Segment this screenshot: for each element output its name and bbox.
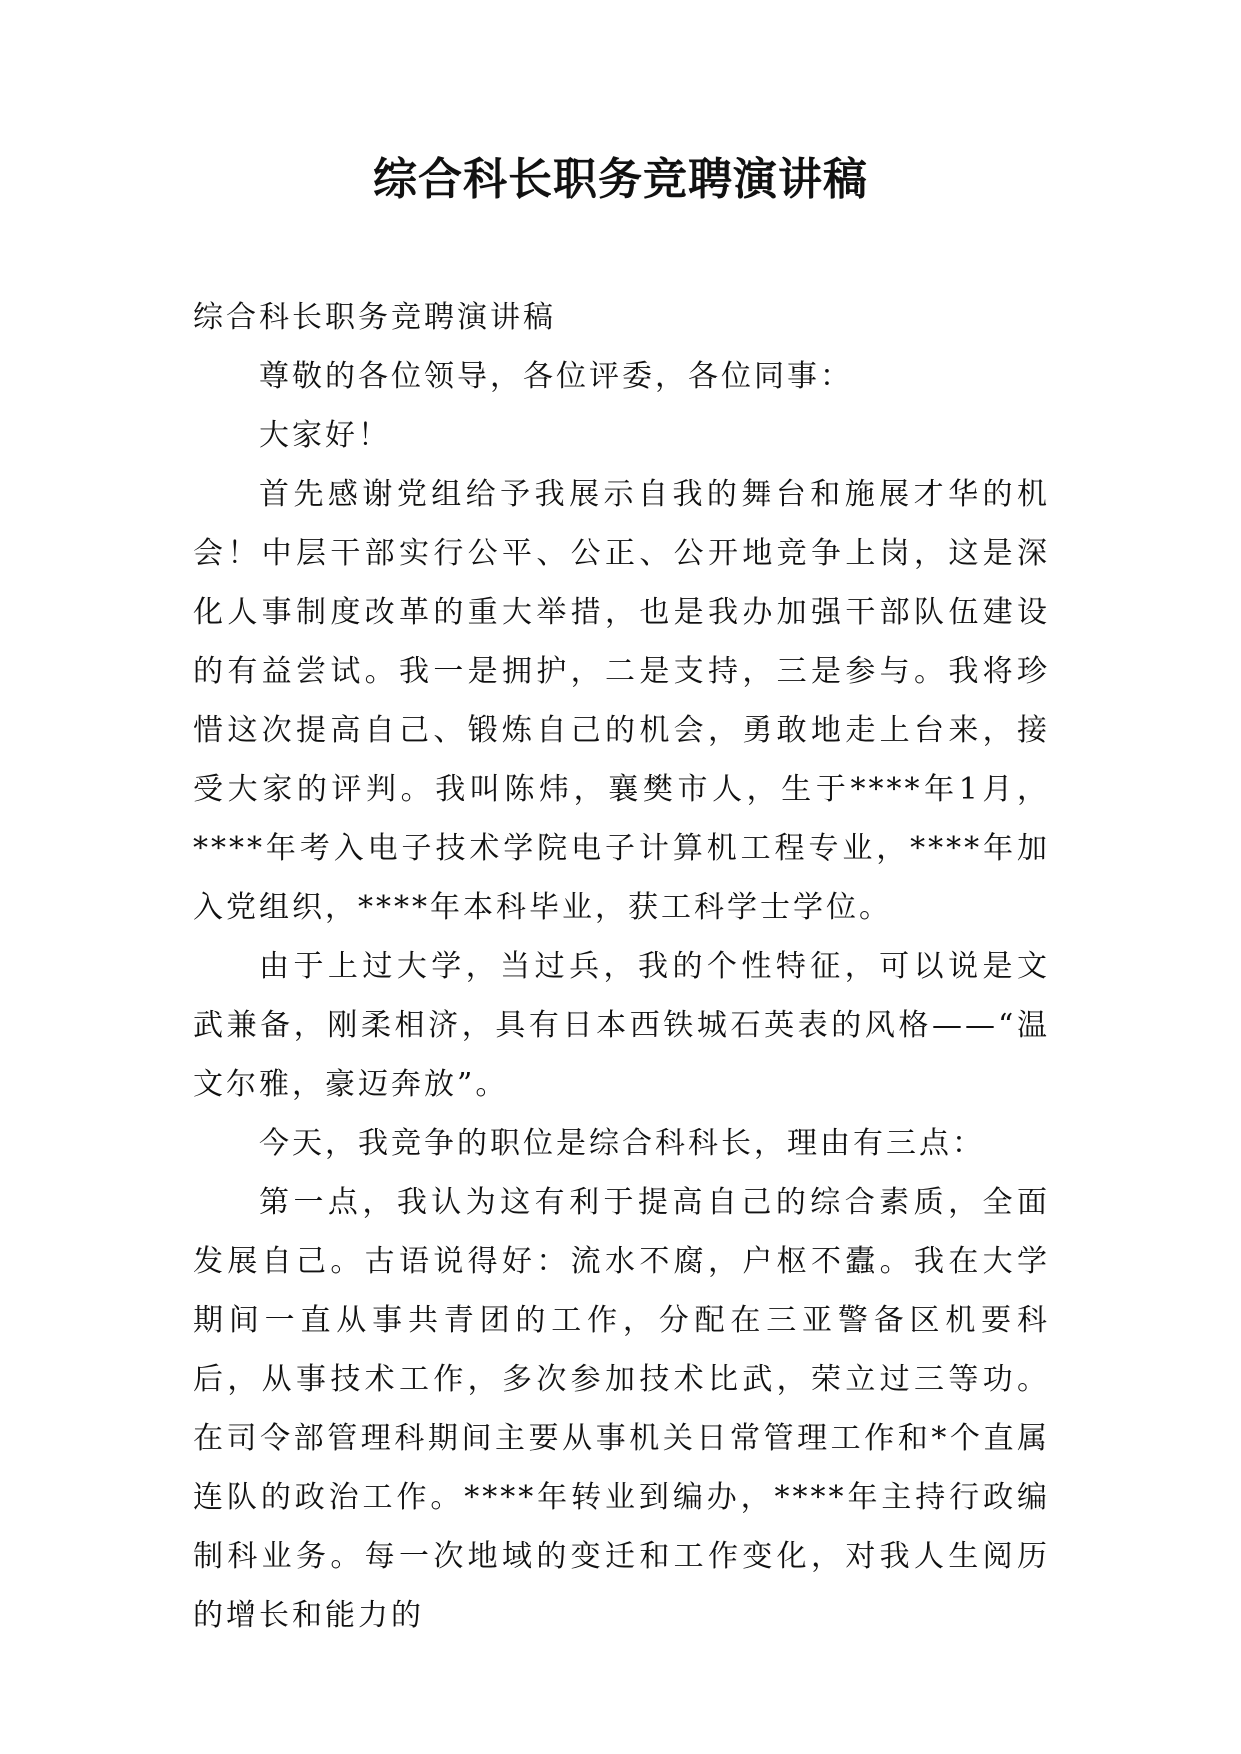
paragraph-personality: 由于上过大学，当过兵，我的个性特征，可以说是文武兼备，刚柔相济，具有日本西铁城石英表的风格——“温文尔雅，豪迈奔放”。 [193, 949, 1050, 1102]
document-body [193, 288, 1050, 1645]
paragraph-salutation: 尊敬的各位领导，各位评委，各位同事： [259, 359, 853, 394]
paragraph-heading: 综合科长职务竞聘演讲稿 [193, 300, 556, 335]
paragraph-introduction: 首先感谢党组给予我展示自我的舞台和施展才华的机会！中层干部实行公平、公正、公开地竞争上岗，这是深化人事制度改革的重大举措，也是我办加强干部队伍建设的有益尝试。我一是拥护，二是支持，三是参与。我将珍惜这次提高自己、锻炼自己的机会，勇敢地走上台来，接受大家的评判。我叫陈炜，襄樊市人，生于****年1月，****年考入电子技术学院电子计算机工程专业，****年加入党组织，****年本科毕业，获工科学士学位。 [193, 477, 1050, 925]
paragraph-reasons-intro: 今天，我竞争的职位是综合科科长，理由有三点： [259, 1126, 985, 1161]
paragraph-greeting: 大家好！ [259, 418, 391, 453]
document-title: 综合科长职务竞聘演讲稿 [373, 154, 868, 205]
paragraph-first-reason: 第一点，我认为这有利于提高自己的综合素质，全面发展自己。古语说得好：流水不腐，户枢不蠹。我在大学期间一直从事共青团的工作，分配在三亚警备区机要科后，从事技术工作，多次参加技术比武，荣立过三等功。在司令部管理科期间主要从事机关日常管理工作和*个直属连队的政治工作。****年转业到编办，****年主持行政编制科业务。每一次地域的变迁和工作变化，对我人生阅历的增长和能力的 [193, 1185, 1050, 1633]
